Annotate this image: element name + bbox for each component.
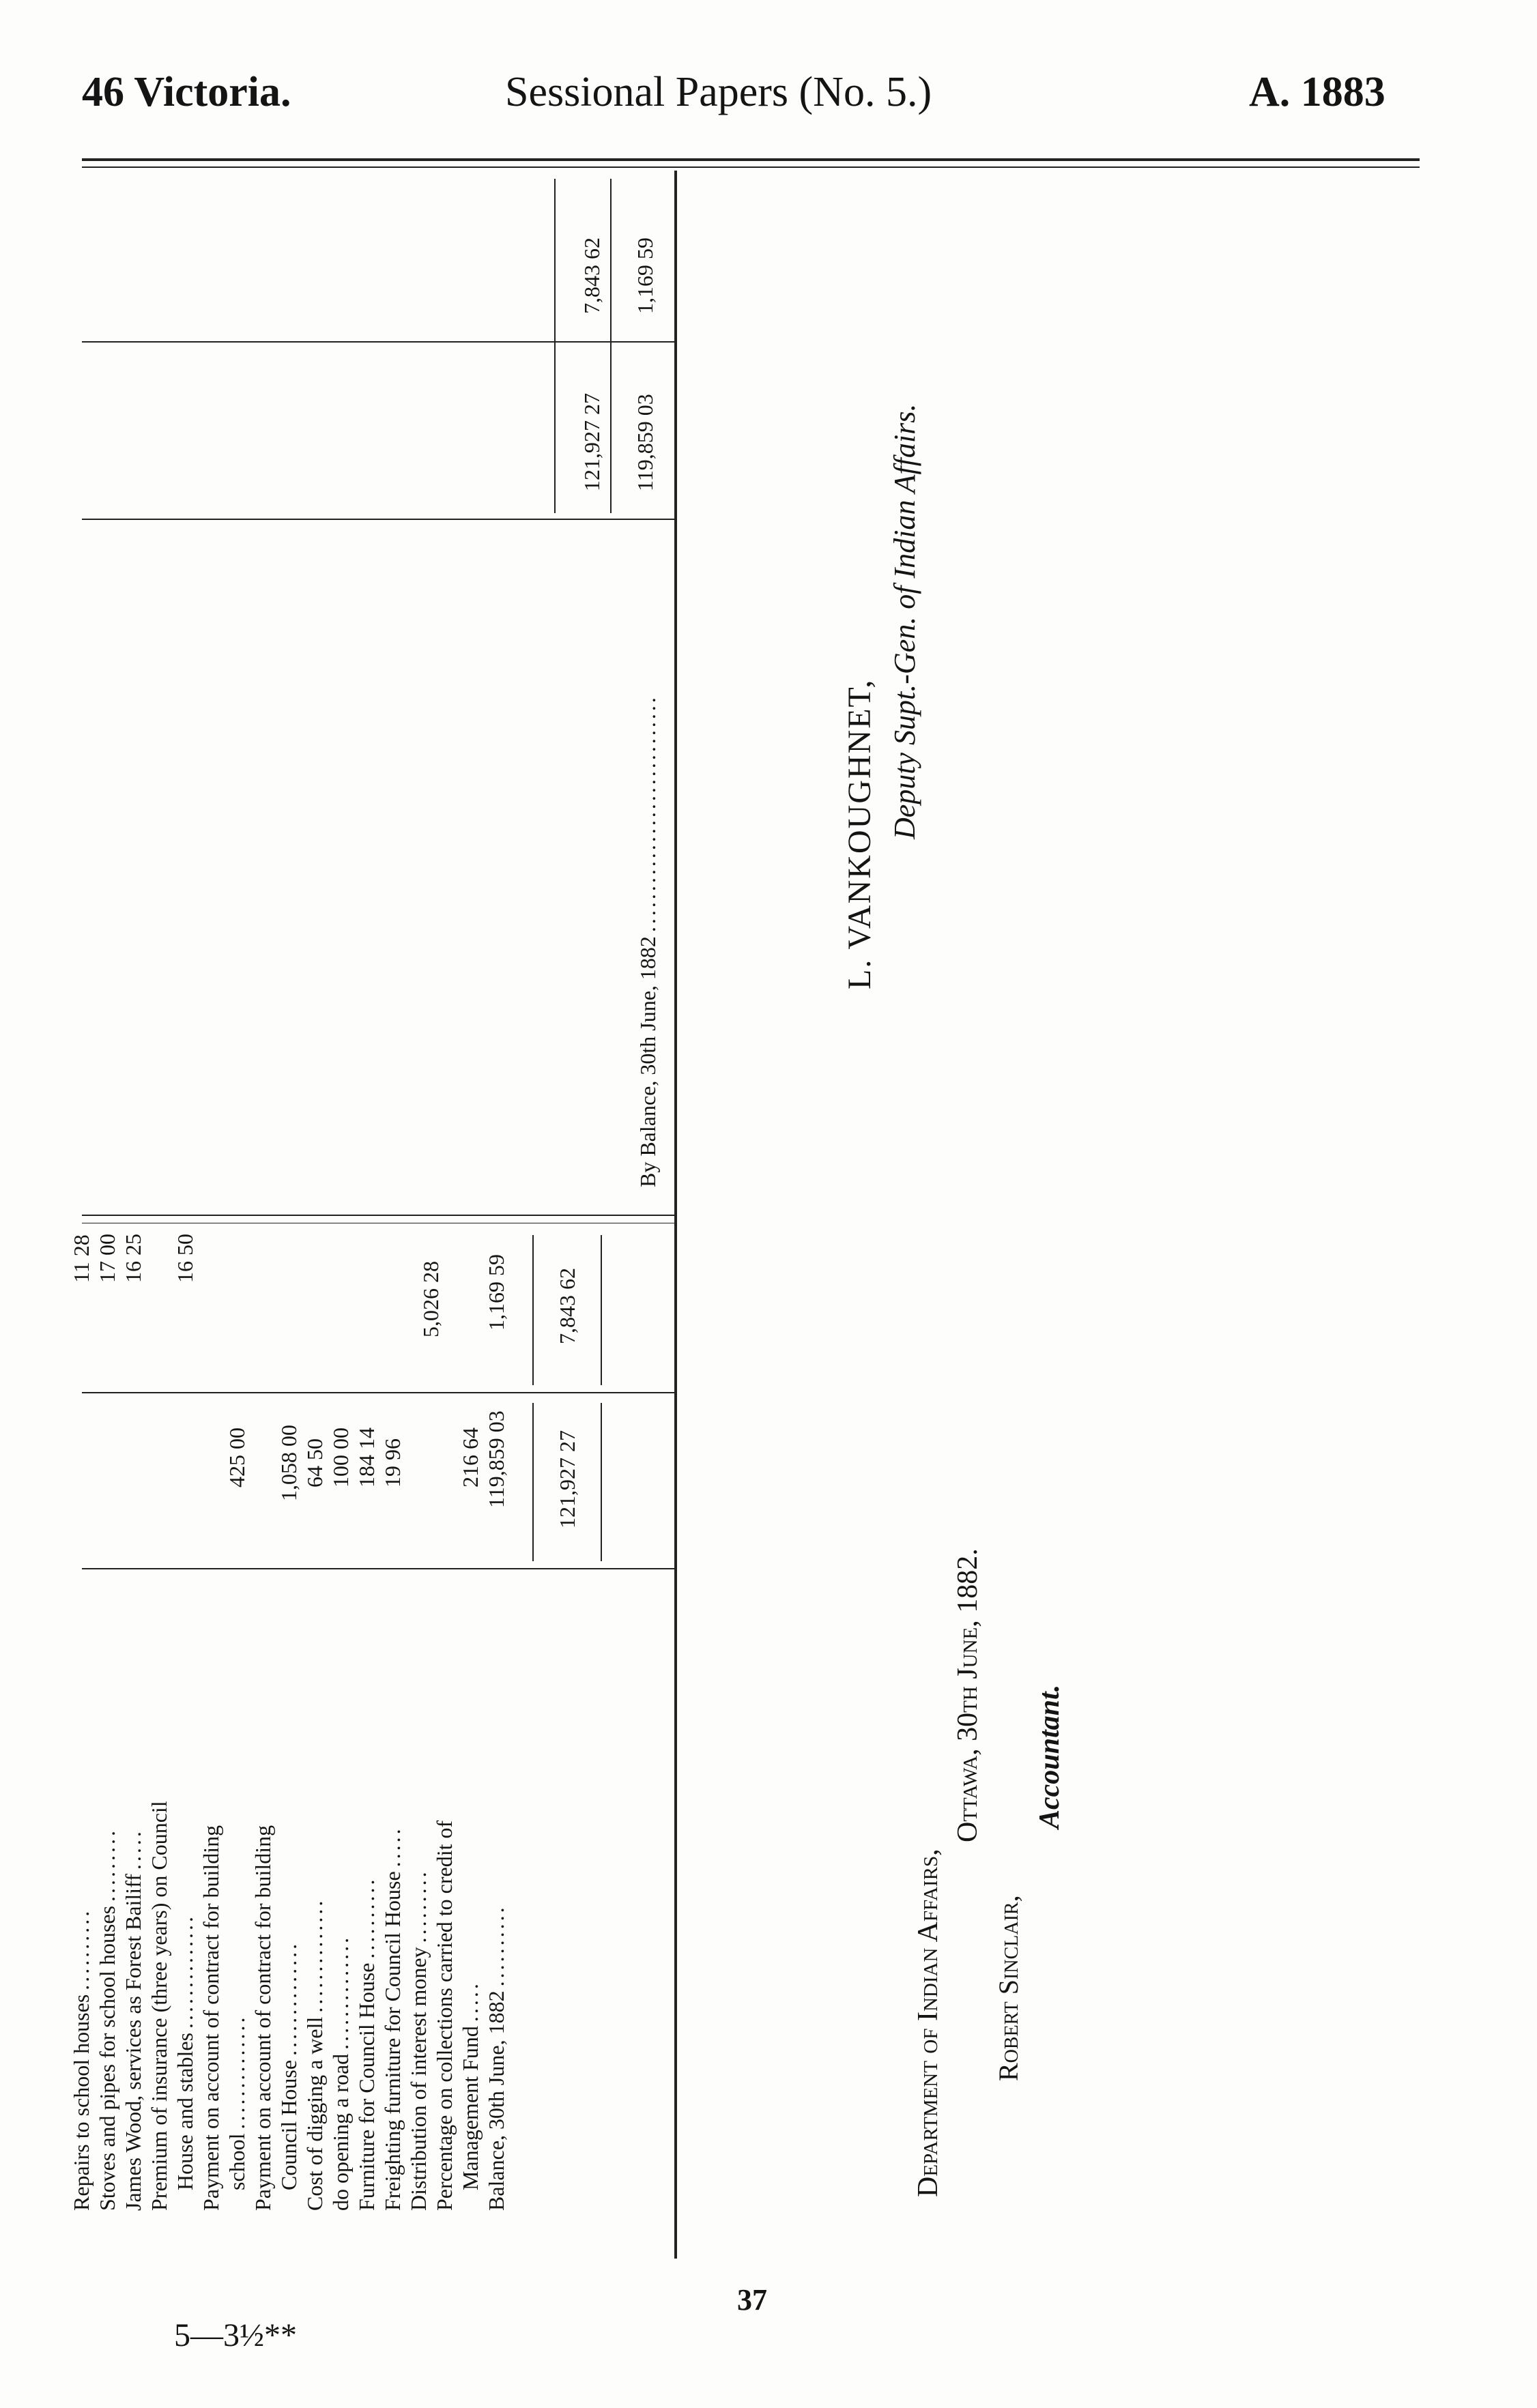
debit-item-label: Management Fund..... xyxy=(458,1981,483,2190)
page-number: 37 xyxy=(737,2283,767,2317)
debit-amount-col2: 184 14 xyxy=(354,1427,379,1488)
department-location-date: Ottawa, 30th June, 1882. xyxy=(952,1548,983,1842)
debit-item-label: Freighting furniture for Council House..... xyxy=(380,1826,405,2211)
debit-label-divider xyxy=(82,1568,676,1569)
debit-amount-col2: 216 64 xyxy=(458,1427,483,1488)
header-center: Sessional Papers (No. 5.) xyxy=(505,69,932,115)
debit-total-rule-col3 xyxy=(532,1235,534,1385)
debit-amount-col2: 19 96 xyxy=(380,1438,405,1488)
debit-item-label: House and stables.............. xyxy=(173,1913,197,2190)
debit-item-label: Balance, 30th June, 1882.......... xyxy=(484,1904,508,2211)
credit-total-col3: 7,843 62 xyxy=(579,237,604,314)
debit-amount-col2: 100 00 xyxy=(328,1427,353,1488)
debit-item-label: Premium of insurance (three years) on Council xyxy=(147,1801,171,2211)
credit-label-divider xyxy=(82,519,676,520)
debit-total-col3: 7,843 62 xyxy=(555,1268,579,1344)
debit-item-label: James Wood, services as Forest Bailiff..... xyxy=(121,1829,145,2211)
debit-item-label: Furniture for Council House.......... xyxy=(354,1876,379,2211)
header-left: 46 Victoria. xyxy=(82,69,291,115)
signature-title: Deputy Supt.-Gen. of Indian Affairs. xyxy=(888,403,921,839)
credit-amount-col2: 119,859 03 xyxy=(633,394,657,491)
debit-total-rule-col2 xyxy=(532,1403,534,1561)
debit-amount-col3: 16 50 xyxy=(173,1234,197,1283)
debit-amount-col2: 64 50 xyxy=(302,1438,327,1488)
debit-item-label: do opening a road.............. xyxy=(328,1934,353,2211)
department-name: Department of Indian Affairs, xyxy=(913,1848,944,2197)
footer-mark: 5—3½** xyxy=(174,2317,297,2353)
header-right: A. 1883 xyxy=(1249,69,1385,115)
credit-col-divider xyxy=(82,341,676,343)
debit-amount-col2: 425 00 xyxy=(225,1427,249,1488)
debit-amount-col3: 17 00 xyxy=(95,1234,119,1283)
signature-name: L. VANKOUGHNET, xyxy=(842,678,878,989)
debit-item-label: Council House.............. xyxy=(276,1941,301,2190)
top-rule-thin xyxy=(82,166,1420,168)
debit-amount-col3: 11 28 xyxy=(69,1234,94,1283)
debit-amount-col2: 1,058 00 xyxy=(276,1425,301,1501)
credit-item-label: By Balance, 30th June, 1882............................. xyxy=(635,695,660,1187)
debit-item-label: Cost of digging a well.............. xyxy=(302,1898,327,2211)
debit-amount-col2: 119,859 03 xyxy=(484,1410,508,1508)
debit-item-label: Distribution of interest money......... xyxy=(406,1869,431,2211)
debit-col2-divider xyxy=(82,1392,676,1393)
accountant-title: Accountant. xyxy=(1034,1684,1065,1829)
debit-total-rule-col2-bottom xyxy=(601,1403,602,1561)
debit-total-rule-col3-bottom xyxy=(601,1235,602,1385)
debit-item-label: Percentage on collections carried to credit of xyxy=(432,1820,457,2211)
credit-total-rule-top xyxy=(554,179,556,513)
debit-amount-col3: 16 25 xyxy=(121,1234,145,1283)
debit-item-label: Stoves and pipes for school houses......... xyxy=(95,1827,119,2211)
debit-item-label: Payment on account of contract for building xyxy=(199,1825,223,2211)
credit-total-rule-bottom xyxy=(610,179,612,513)
accountant-name: Robert Sinclair, xyxy=(993,1895,1024,2081)
debit-item-label: Payment on account of contract for building xyxy=(250,1825,275,2211)
credit-total-col2: 121,927 27 xyxy=(579,393,604,491)
debit-amount-col3: 1,169 59 xyxy=(484,1254,508,1331)
debit-total-col2: 121,927 27 xyxy=(555,1430,579,1528)
debit-amount-col3: 5,026 28 xyxy=(418,1261,443,1337)
debit-col3-divider xyxy=(82,1215,676,1216)
debit-item-label: school.............. xyxy=(225,2014,249,2190)
credit-amount-col3: 1,169 59 xyxy=(633,237,657,314)
top-rule xyxy=(82,158,1420,161)
debit-item-label: Repairs to school houses.......... xyxy=(69,1908,94,2211)
